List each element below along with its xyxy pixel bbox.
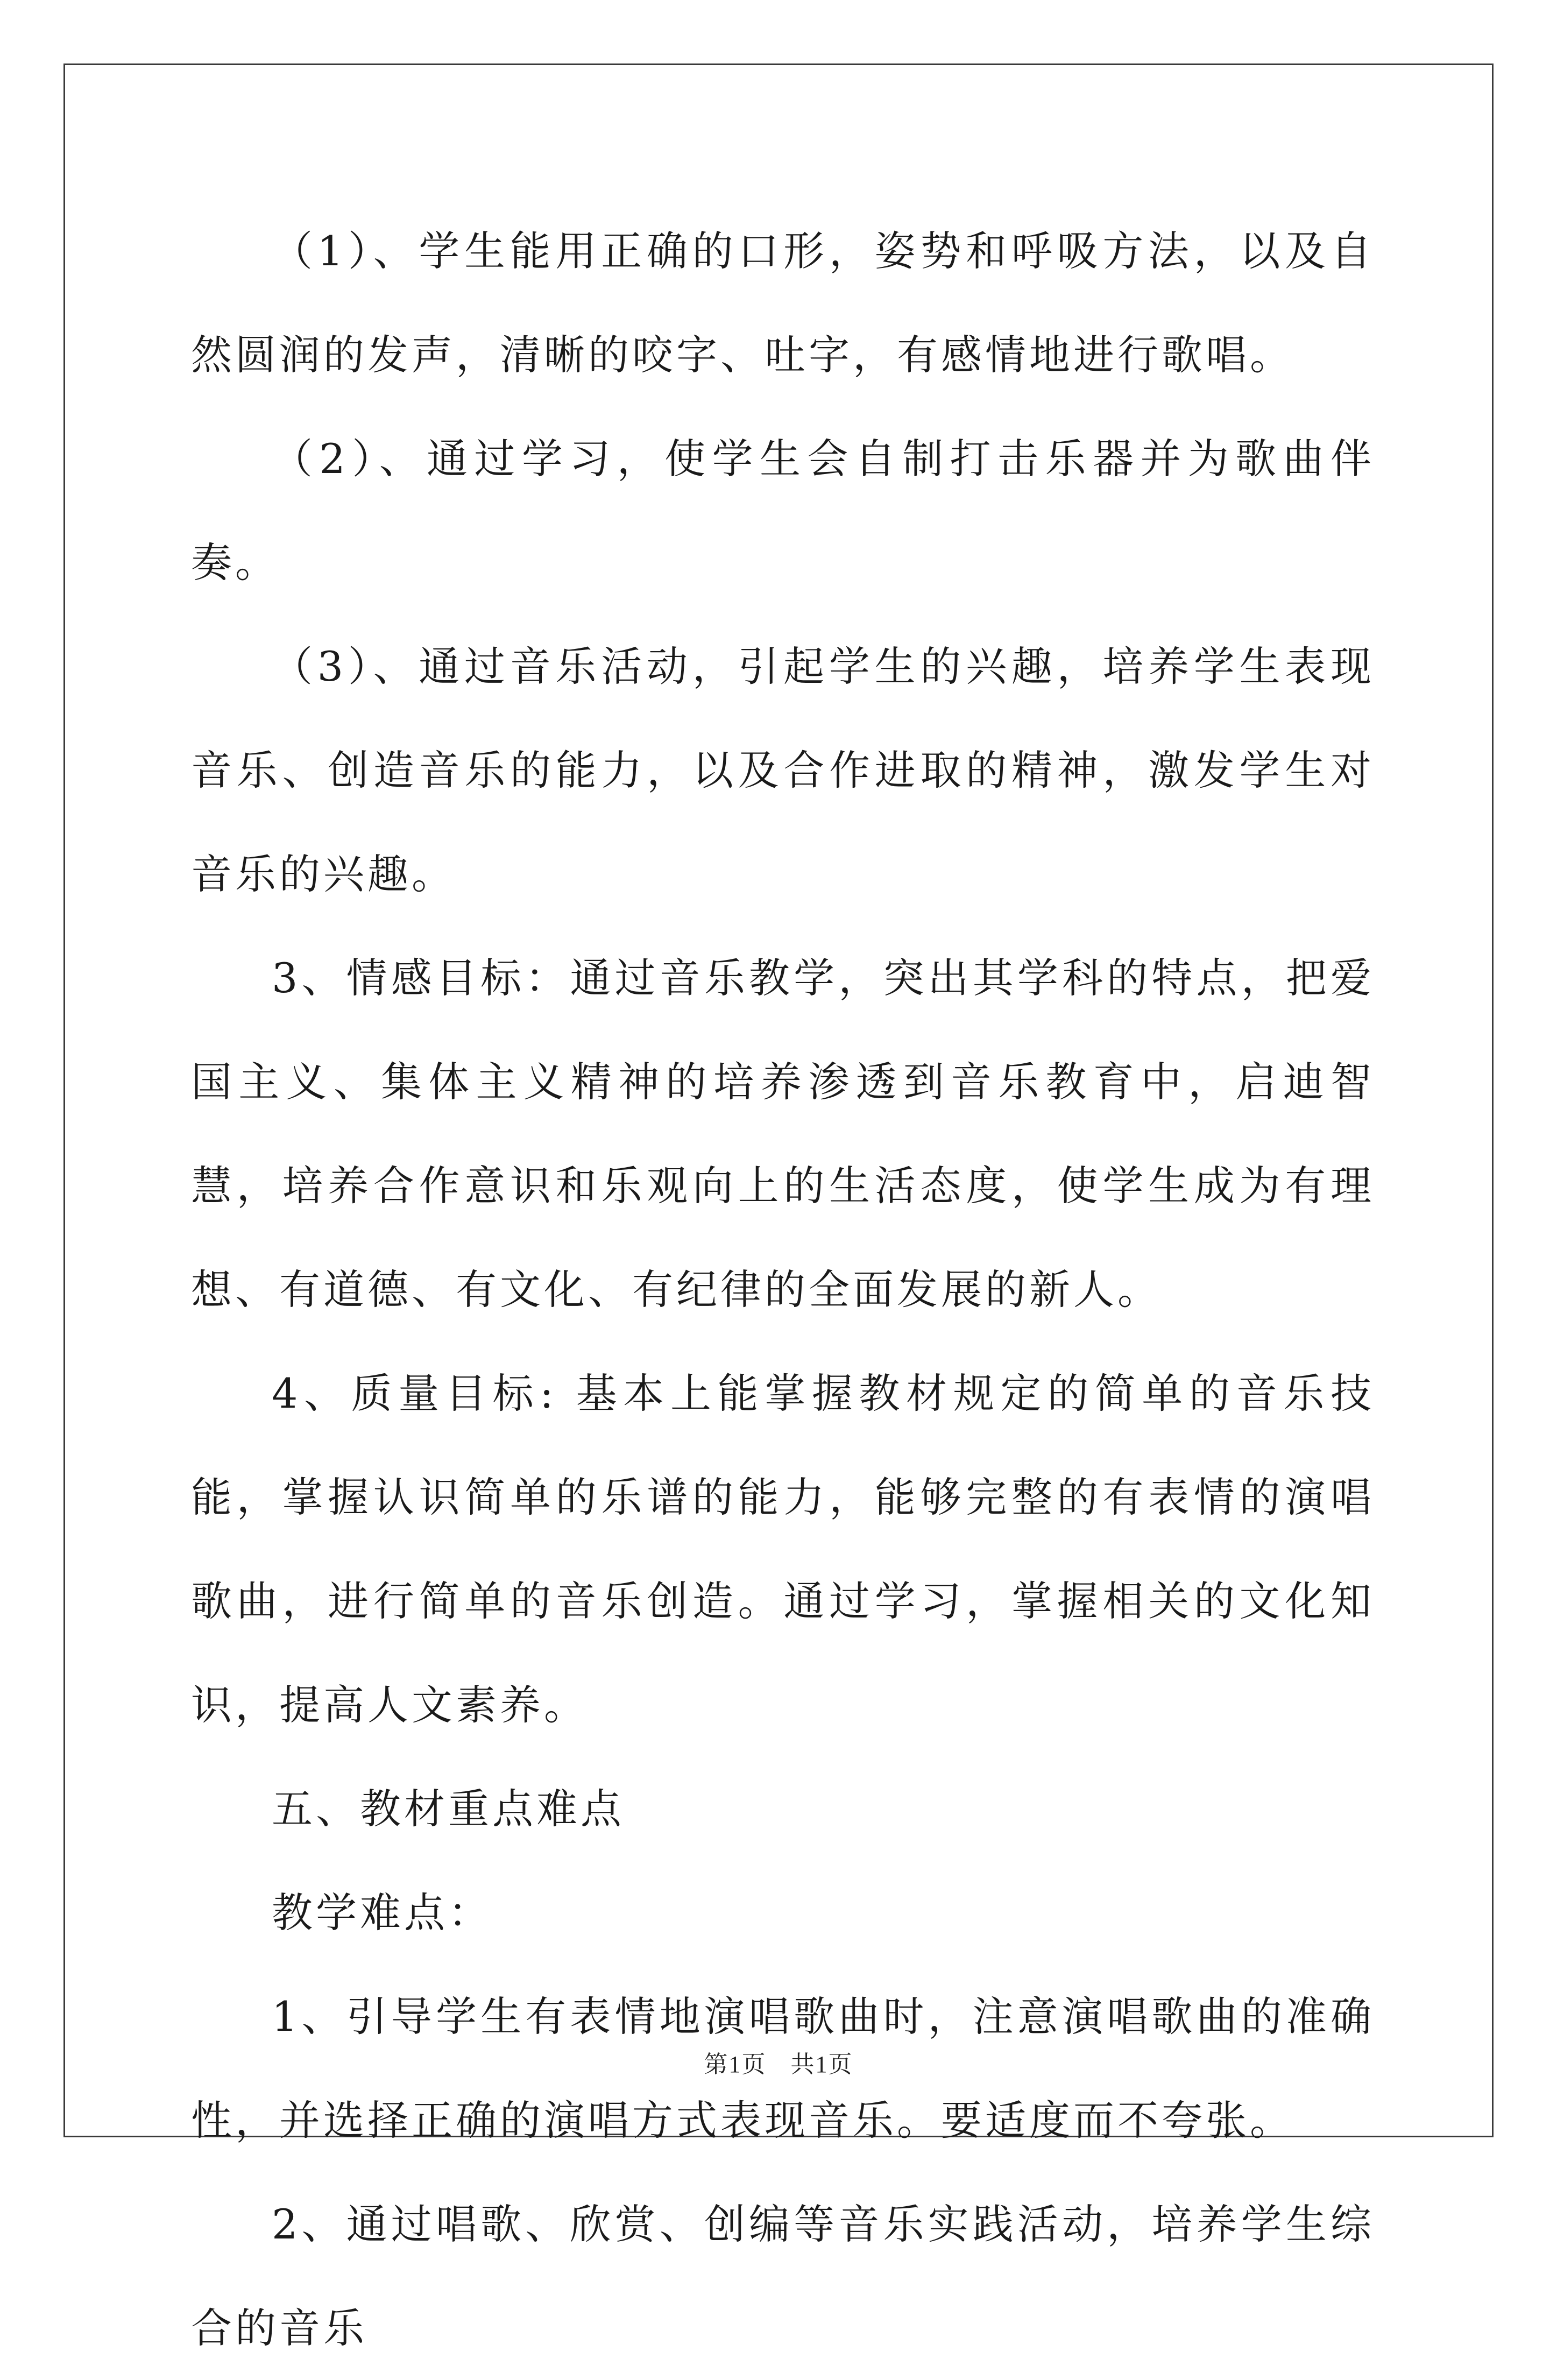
section-heading-key-points: 五、教材重点难点 [272,1785,625,1833]
page-footer [0,2045,1557,2079]
paragraph-difficulty-1: 1、引导学生有表情地演唱歌曲时，注意演唱歌曲的准确性，并选择正确的演唱方式表现音乐。要适度而不夸张。 [191,1993,1375,2144]
paragraph-objective-1: （1）、学生能用正确的口形，姿势和呼吸方法，以及自然圆润的发声，清晰的咬字、吐字，有感情地进行歌唱。 [191,227,1375,379]
paragraph-objective-3: （3）、通过音乐活动，引起学生的兴趣，培养学生表现音乐、创造音乐的能力，以及合作进取的精神，激发学生对音乐的兴趣。 [191,642,1375,898]
paragraph-difficulty-2: 2、通过唱歌、欣赏、创编等音乐实践活动，培养学生综合的音乐 [191,2200,1375,2352]
paragraph-quality-goal: 4、质量目标: 基本上能掌握教材规定的简单的音乐技能，掌握认识简单的乐谱的能力，能够完整的有表情的演唱歌曲，进行简单的音乐创造。通过学习，掌握相关的文化知识，提高人文素养。 [191,1369,1375,1729]
total-pages: 共1页 [790,2051,853,2078]
subheading-difficulties: 教学难点： [272,1889,492,1937]
paragraph-emotional-goal: 3、情感目标：通过音乐教学，突出其学科的特点，把爱国主义、集体主义精神的培养渗透到音乐教育中，启迪智慧，培养合作意识和乐观向上的生活态度，使学生成为有理想、有道德、有文化、有纪律的全面发展的新人。 [191,954,1375,1313]
page-number: 第1页 [704,2051,767,2078]
paragraph-objective-2: （2）、通过学习，使学生会自制打击乐器并为歌曲伴奏。 [191,435,1375,587]
